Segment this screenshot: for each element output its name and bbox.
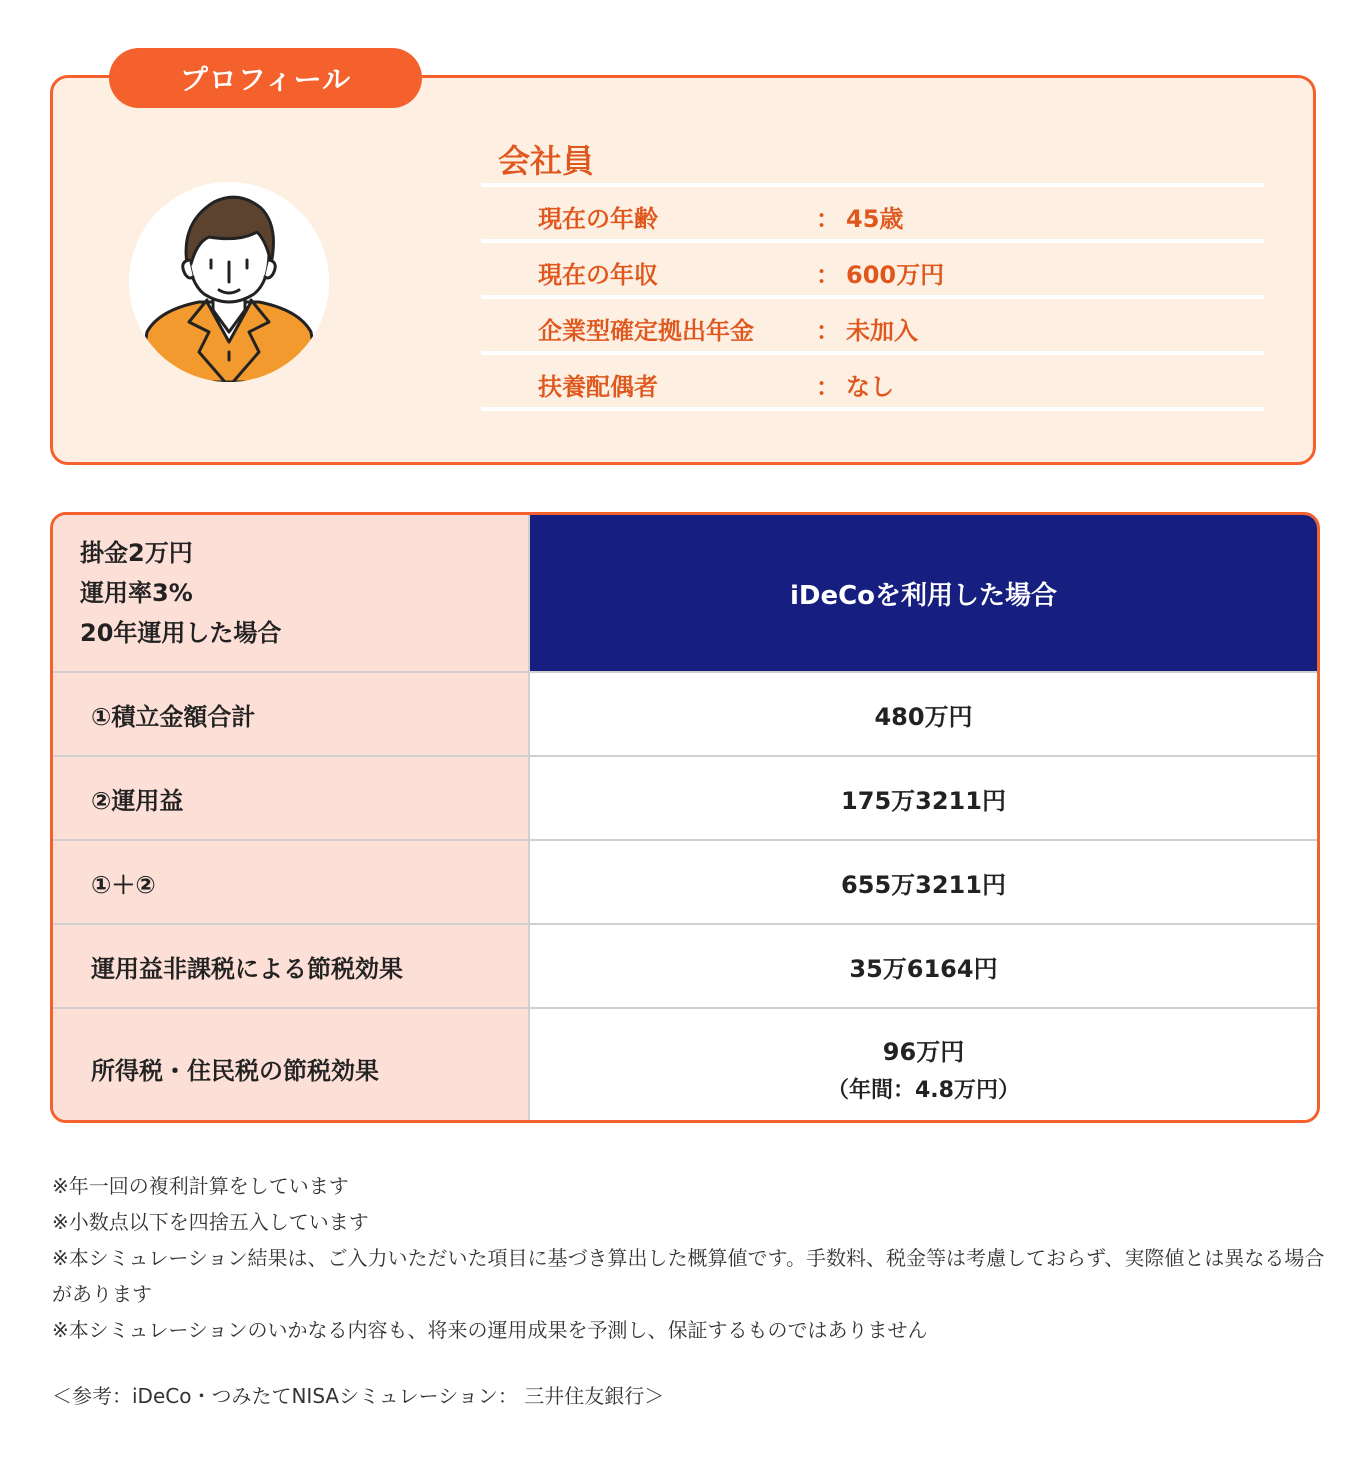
profile-tab-label: プロフィール: [109, 48, 422, 108]
note: ※小数点以下を四捨五入しています: [52, 1210, 369, 1234]
colon: ：: [816, 260, 840, 289]
profile-label: 企業型確定拠出年金: [538, 316, 754, 345]
table-row: [53, 839, 1317, 923]
row-label: 運用益非課税による節税効果: [53, 925, 530, 1007]
table-row: [53, 755, 1317, 839]
profile-value: 未加入: [846, 316, 918, 345]
divider: [481, 239, 1264, 243]
profile-value: なし: [846, 372, 894, 401]
row-value: 480万円: [874, 702, 973, 731]
colon: ：: [816, 316, 840, 345]
row-value: 96万円: [882, 1038, 965, 1066]
column-header-ideco: iDeCoを利用した場合: [530, 515, 1317, 671]
profile-row-age: [538, 196, 903, 236]
divider: [481, 295, 1264, 299]
profile-label: 現在の年収: [538, 260, 658, 289]
profile-value: 45歳: [846, 204, 904, 233]
reference-source: ＜参考：iDeCo・つみたてNISAシミュレーション： 三井住友銀行＞: [52, 1384, 665, 1408]
businessman-avatar-icon: [129, 182, 329, 382]
row-value: 35万6164円: [849, 954, 998, 983]
colon: ：: [816, 372, 840, 401]
row-label: ①＋②: [53, 841, 530, 923]
row-label: ①積立金額合計: [53, 673, 530, 755]
simulation-table: [50, 512, 1320, 1123]
profile-occupation-title: 会社員: [498, 142, 595, 180]
row-value-cell: [530, 1009, 1317, 1123]
profile-row-dc-pension: [538, 308, 918, 348]
divider: [481, 407, 1264, 411]
row-sub-value: （年間：4.8万円）: [827, 1078, 1020, 1103]
profile-row-spouse: [538, 364, 894, 404]
conditions-cell: [53, 515, 530, 671]
notes: [52, 1168, 1332, 1348]
note: ※本シミュレーション結果は、ご入力いただいた項目に基づき算出した概算値です。手数料、税金等は考慮しておらず、実際値とは異なる場合があります: [52, 1246, 1325, 1306]
row-label: ②運用益: [53, 757, 530, 839]
note: ※年一回の複利計算をしています: [52, 1174, 349, 1198]
table-row: [53, 923, 1317, 1007]
row-value: 175万3211円: [841, 786, 1006, 815]
divider: [481, 351, 1264, 355]
divider: [481, 183, 1264, 187]
note: ※本シミュレーションのいかなる内容も、将来の運用成果を予測し、保証するものではありません: [52, 1318, 928, 1342]
colon: ：: [816, 204, 840, 233]
table-row: [53, 671, 1317, 755]
condition-contribution: 掛金2万円: [80, 539, 193, 567]
condition-return-rate: 運用率3%: [80, 579, 193, 607]
profile-value: 600万円: [846, 260, 945, 289]
row-value: 655万3211円: [841, 870, 1006, 899]
profile-label: 現在の年齢: [538, 204, 658, 233]
row-label: 所得税・住民税の節税効果: [53, 1009, 530, 1123]
table-row: [53, 1007, 1317, 1123]
profile-row-income: [538, 252, 944, 292]
condition-period: 20年運用した場合: [80, 619, 282, 647]
profile-label: 扶養配偶者: [538, 372, 658, 401]
table-header-row: [53, 515, 1317, 671]
